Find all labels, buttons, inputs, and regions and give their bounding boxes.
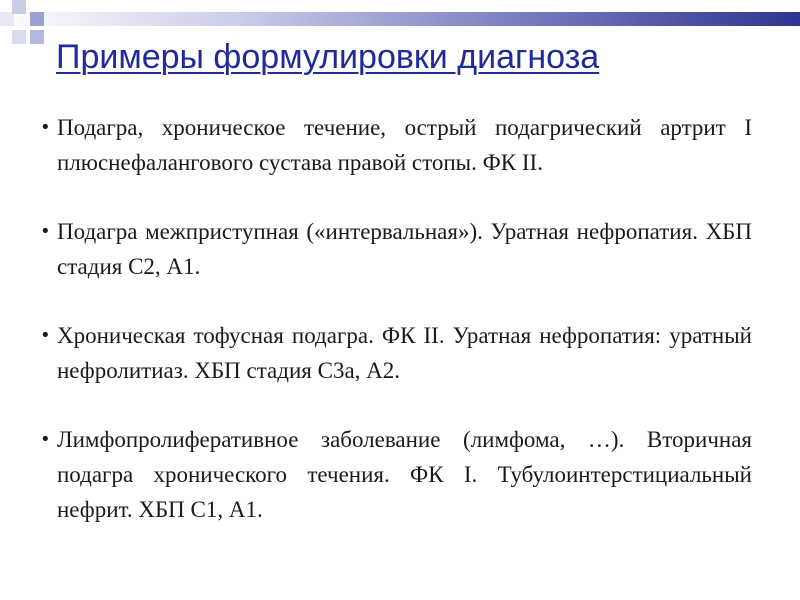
decorative-square bbox=[12, 0, 26, 14]
diagnosis-examples-list bbox=[40, 110, 752, 561]
list-item bbox=[40, 214, 752, 284]
list-item bbox=[40, 318, 752, 388]
list-item-text: Лимфопролиферативное заболевание (лимфома, …). Вторичная подагра хронического течения. ФК I. Тубулоинтерстициальный нефрит. ХБП С1, А1. bbox=[57, 427, 752, 522]
decorative-square bbox=[30, 30, 44, 44]
list-item-text: Подагра межприступная («интервальная»). Уратная нефропатия. ХБП стадия С2, А1. bbox=[57, 219, 752, 279]
bullet-icon: • bbox=[40, 429, 51, 450]
decorative-square bbox=[12, 30, 26, 44]
list-item-text: Подагра, хроническое течение, острый подагрический артрит I плюснефалангового сустава правой стопы. ФК II. bbox=[57, 115, 752, 175]
decorative-square bbox=[0, 12, 14, 26]
list-item bbox=[40, 422, 752, 527]
bullet-icon: • bbox=[40, 325, 51, 346]
slide-title: Примеры формулировки диагноза bbox=[56, 38, 600, 76]
list-item-text: Хроническая тофусная подагра. ФК II. Уратная нефропатия: уратный нефролитиаз. ХБП стадия С3а, А2. bbox=[57, 323, 752, 383]
header-decoration-bar bbox=[0, 12, 800, 26]
bullet-icon: • bbox=[40, 221, 51, 242]
list-item bbox=[40, 110, 752, 180]
decorative-square bbox=[30, 12, 44, 26]
bullet-icon: • bbox=[40, 117, 51, 138]
